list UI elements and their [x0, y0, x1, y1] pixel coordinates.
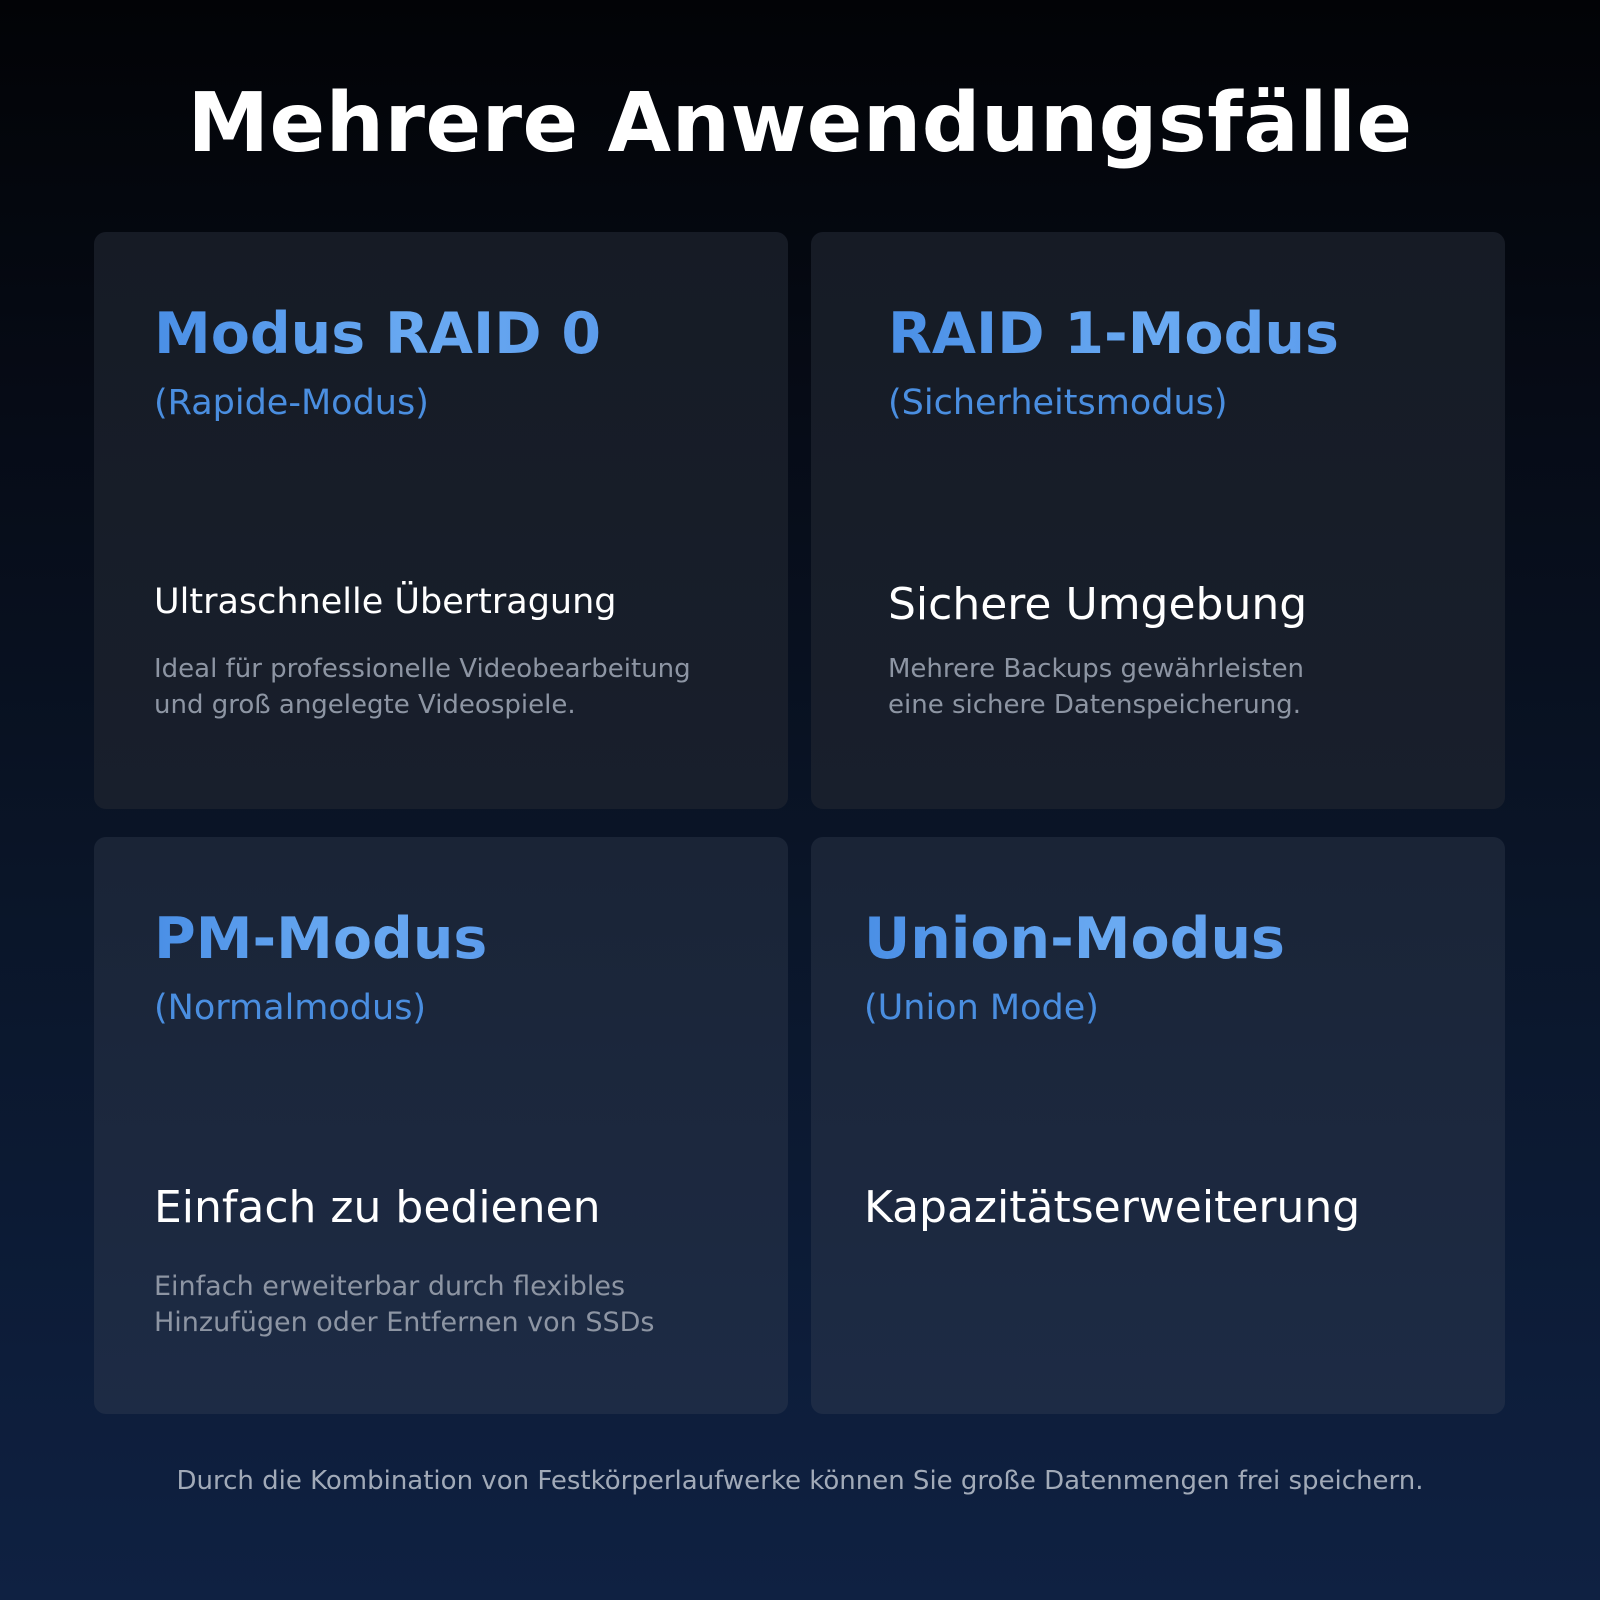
mode-card-raid1: [811, 232, 1505, 809]
mode-title: Modus RAID 0: [154, 298, 601, 370]
feature-description-line: Einfach erweiterbar durch flexibles: [154, 1271, 626, 1302]
mode-subtitle: (Union Mode): [864, 988, 1099, 1028]
page-title: Mehrere Anwendungsfälle: [187, 76, 1413, 171]
feature-description: [154, 1269, 654, 1341]
feature-description: [888, 651, 1304, 723]
mode-title: PM-Modus: [154, 903, 487, 975]
feature-title: Einfach zu bedienen: [154, 1182, 601, 1233]
feature-description-line: und groß angelegte Videospiele.: [154, 690, 576, 720]
feature-description-line: Mehrere Backups gewährleisten: [888, 654, 1305, 684]
mode-title: RAID 1-Modus: [888, 298, 1339, 370]
feature-description: [154, 651, 691, 723]
feature-description-line: eine sichere Datenspeicherung.: [888, 690, 1301, 720]
feature-title: Ultraschnelle Übertragung: [154, 582, 617, 622]
mode-card-union: [811, 837, 1505, 1414]
mode-title: Union-Modus: [864, 903, 1285, 975]
mode-card-raid0: [94, 232, 788, 809]
mode-card-pm: [94, 837, 788, 1414]
feature-title: Sichere Umgebung: [888, 579, 1308, 630]
feature-title: Kapazitätserweiterung: [864, 1182, 1361, 1233]
mode-subtitle: (Rapide-Modus): [154, 383, 429, 423]
footer-note: Durch die Kombination von Festkörperlaufwerke können Sie große Datenmengen frei speichern.: [176, 1466, 1424, 1496]
feature-description-line: Ideal für professionelle Videobearbeitung: [154, 654, 691, 684]
mode-subtitle: (Normalmodus): [154, 988, 427, 1028]
feature-description-line: Hinzufügen oder Entfernen von SSDs: [154, 1307, 655, 1338]
mode-subtitle: (Sicherheitsmodus): [888, 383, 1228, 423]
